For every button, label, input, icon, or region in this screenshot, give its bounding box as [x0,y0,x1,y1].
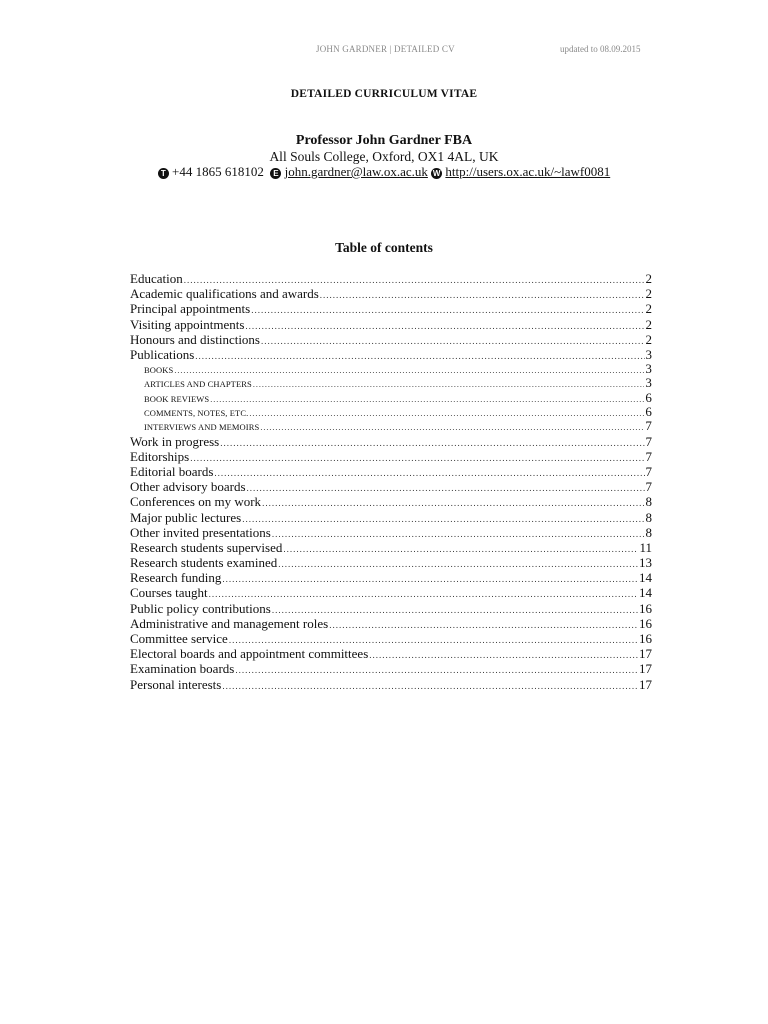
toc-entry-label: Personal interests [130,676,222,692]
dot-leader [369,648,638,663]
toc-entry[interactable] [130,271,652,286]
toc-entry-label: Work in progress [130,433,220,449]
toc-entry[interactable] [130,661,652,676]
toc-entry-page: 11 [639,539,652,555]
toc-entry-label: Administrative and management roles [130,615,329,631]
toc-entry[interactable] [130,646,652,661]
table-of-contents [130,271,652,692]
toc-entry[interactable] [130,449,652,464]
toc-subentry[interactable] [130,405,652,419]
toc-entry-label: Visiting appointments [130,316,245,332]
toc-entry-label: Other invited presentations [130,524,271,540]
toc-entry[interactable] [130,494,652,509]
toc-entry[interactable] [130,301,652,316]
toc-entry-page: 14 [639,570,652,586]
toc-entry-page: 2 [645,271,652,286]
dot-leader [195,349,644,364]
dot-leader [220,436,644,451]
dot-leader [260,421,644,435]
toc-entry[interactable] [130,540,652,555]
toc-subentry[interactable] [130,391,652,405]
running-header-title: JOHN GARDNER | DETAILED CV [316,44,455,54]
toc-entry-label: Academic qualifications and awards [130,286,319,302]
toc-entry[interactable] [130,347,652,362]
toc-entry[interactable] [130,555,652,570]
toc-entry-label: Editorships [130,448,190,464]
toc-entry[interactable] [130,525,652,540]
toc-entry-page: 16 [639,615,652,631]
toc-entry[interactable] [130,601,652,616]
email-icon: E [270,168,281,179]
toc-entry-page: 7 [645,448,652,464]
toc-entry[interactable] [130,677,652,692]
toc-entry[interactable] [130,585,652,600]
toc-entry-label: BOOKS [144,365,174,376]
dot-leader [251,303,644,318]
toc-entry-label: Courses taught [130,585,208,601]
toc-entry-page: 8 [645,494,652,510]
toc-entry-label: Other advisory boards [130,479,246,495]
toc-entry-label: Publications [130,346,195,362]
document-title: DETAILED CURRICULUM VITAE [290,88,478,100]
toc-entry-label: BOOK REVIEWS [144,393,210,404]
phone-number: +44 1865 618102 [172,164,264,179]
toc-entry-label: Electoral boards and appointment committees [130,646,369,662]
toc-entry[interactable] [130,616,652,631]
dot-leader [261,334,645,349]
toc-entry[interactable] [130,464,652,479]
dot-leader [249,407,644,421]
toc-entry-label: Education [130,271,183,286]
toc-entry[interactable] [130,286,652,301]
toc-entry-label: INTERVIEWS AND MEMOIRS [144,422,260,433]
dot-leader [262,496,644,511]
toc-entry-page: 2 [645,286,652,302]
toc-entry-label: Major public lectures [130,509,242,525]
website-link[interactable]: http://users.ox.ac.uk/~lawf0081 [445,164,611,179]
dot-leader [278,557,638,572]
toc-subentry[interactable] [130,362,652,376]
toc-entry-page: 2 [645,301,652,317]
toc-entry-label: Honours and distinctions [130,331,260,347]
dot-leader [222,572,638,587]
toc-entry-page: 7 [645,479,652,495]
dot-leader [222,679,638,694]
dot-leader [209,587,638,602]
toc-entry-page: 13 [639,555,652,571]
toc-entry-label: COMMENTS, NOTES, ETC. [144,408,249,419]
toc-entry[interactable] [130,332,652,347]
contact-line [0,164,768,180]
toc-entry-page: 7 [645,418,652,434]
toc-entry-label: Committee service [130,631,228,647]
toc-entry[interactable] [130,510,652,525]
toc-entry-page: 2 [645,331,652,347]
author-name: Professor John Gardner FBA [295,133,473,148]
phone-icon: T [158,168,169,179]
toc-entry-label: ARTICLES AND CHAPTERS [144,379,252,390]
toc-entry-label: Research students supervised [130,539,283,555]
author-address: All Souls College, Oxford, OX1 4AL, UK [269,149,499,164]
toc-entry-page: 17 [639,661,652,677]
dot-leader [235,663,638,678]
toc-entry-page: 8 [645,524,652,540]
dot-leader [245,319,644,334]
toc-entry-label: Examination boards [130,661,235,677]
dot-leader [253,378,645,392]
toc-entry-page: 17 [639,646,652,662]
toc-entry[interactable] [130,631,652,646]
dot-leader [210,393,644,407]
dot-leader [272,527,645,542]
dot-leader [247,481,645,496]
web-icon: W [432,169,441,178]
toc-entry-page: 17 [639,676,652,692]
running-header-date: updated to 08.09.2015 [560,44,641,54]
toc-entry-label: Public policy contributions [130,600,271,616]
dot-leader [329,618,638,633]
dot-leader [190,451,644,466]
toc-heading: Table of contents [335,240,433,255]
toc-entry[interactable] [130,570,652,585]
toc-entry-page: 16 [639,631,652,647]
toc-entry-label: Editorial boards [130,463,214,479]
dot-leader [174,364,644,378]
dot-leader [242,512,644,527]
toc-subentry[interactable] [130,376,652,390]
toc-entry-page: 6 [645,389,652,405]
toc-entry-label: Principal appointments [130,301,251,317]
dot-leader [214,466,644,481]
toc-entry-label: Research students examined [130,555,278,571]
toc-entry-label: Research funding [130,570,222,586]
toc-entry-page: 6 [645,404,652,420]
toc-entry[interactable] [130,479,652,494]
dot-leader [283,542,638,557]
toc-entry-page: 7 [645,463,652,479]
toc-entry-page: 8 [645,509,652,525]
toc-subentry[interactable] [130,419,652,433]
toc-entry-page: 7 [645,433,652,449]
toc-entry-page: 3 [645,361,652,377]
email-link[interactable]: john.gardner@law.ox.ac.uk [284,164,428,179]
toc-entry-page: 2 [645,316,652,332]
toc-entry-page: 3 [645,346,652,362]
toc-entry-page: 3 [645,375,652,391]
toc-entry-label: Conferences on my work [130,494,262,510]
toc-entry[interactable] [130,317,652,332]
toc-entry-page: 14 [639,585,652,601]
toc-entry[interactable] [130,434,652,449]
toc-entry-page: 16 [639,600,652,616]
dot-leader [320,288,645,303]
